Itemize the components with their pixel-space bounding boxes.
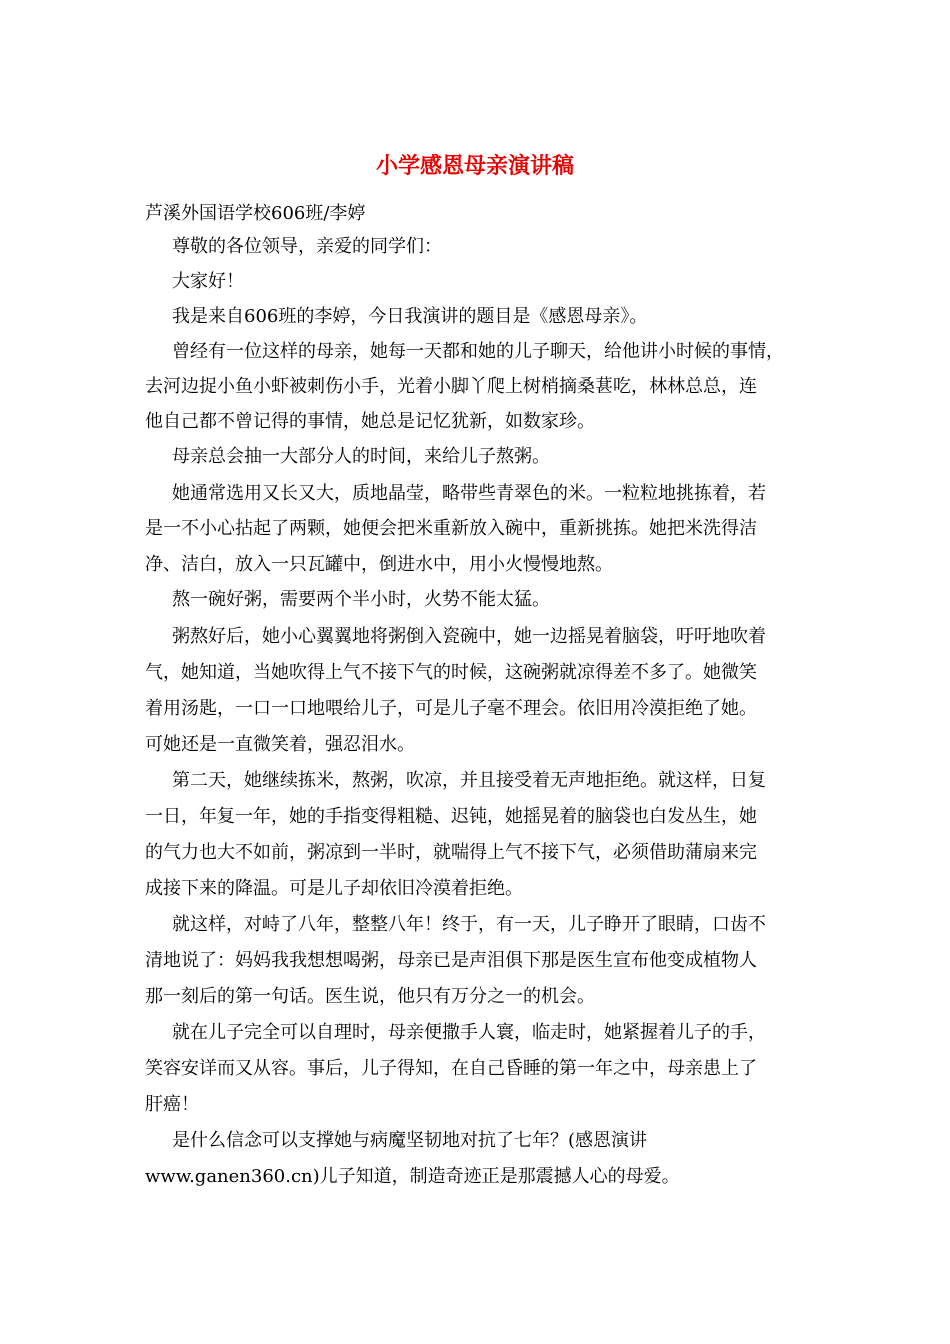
text-line: 粥熬好后，她小心翼翼地将粥倒入瓷碗中，她一边摇晃着脑袋，吁吁地吹着 bbox=[172, 626, 766, 647]
text-line: 大家好！ bbox=[172, 271, 244, 292]
text-line: 肝癌！ bbox=[145, 1094, 199, 1115]
text-line: 是什么信念可以支撑她与病魔坚韧地对抗了七年？(感恩演讲 bbox=[172, 1130, 648, 1151]
text-line: 着用汤匙，一口一口地喂给儿子，可是儿子毫不理会。依旧用冷漠拒绝了她。 bbox=[145, 698, 757, 719]
text-line: 母亲总会抽一大部分人的时间，来给儿子熬粥。 bbox=[172, 446, 550, 467]
text-line: 气，她知道，当她吹得上气不接下气的时候，这碗粥就凉得差不多了。她微笑 bbox=[145, 662, 757, 683]
text-line: 熬一碗好粥，需要两个半小时，火势不能太猛。 bbox=[172, 589, 550, 610]
text-line: 那一刻后的第一句话。医生说，他只有万分之一的机会。 bbox=[145, 986, 595, 1007]
text-line: 是一不小心拈起了两颗，她便会把米重新放入碗中，重新挑拣。她把米洗得洁 bbox=[145, 518, 757, 539]
text-line: 一日，年复一年，她的手指变得粗糙、迟钝，她摇晃着的脑袋也白发丛生，她 bbox=[145, 806, 757, 827]
text-line: 成接下来的降温。可是儿子却依旧冷漠着拒绝。 bbox=[145, 878, 523, 899]
text-line: 尊敬的各位领导，亲爱的同学们： bbox=[172, 236, 442, 257]
text-line: 曾经有一位这样的母亲，她每一天都和她的儿子聊天，给他讲小时候的事情， bbox=[172, 341, 784, 362]
text-line: 可她还是一直微笑着，强忍泪水。 bbox=[145, 734, 415, 755]
text-line: 她通常选用又长又大，质地晶莹，略带些青翠色的米。一粒粒地挑拣着，若 bbox=[172, 483, 766, 504]
document-title: 小学感恩母亲演讲稿 bbox=[375, 153, 574, 179]
text-line: 就在儿子完全可以自理时，母亲便撒手人寰，临走时，她紧握着儿子的手， bbox=[172, 1022, 766, 1043]
text-line: 就这样，对峙了八年，整整八年！终于，有一天，儿子睁开了眼睛，口齿不 bbox=[172, 914, 766, 935]
text-line: 的气力也大不如前，粥凉到一半时，就喘得上气不接下气，必须借助蒲扇来完 bbox=[145, 842, 757, 863]
text-line: 去河边捉小鱼小虾被刺伤小手，光着小脚丫爬上树梢摘桑葚吃，林林总总，连 bbox=[145, 376, 757, 397]
text-line: www.ganen360.cn)儿子知道，制造奇迹正是那震撼人心的母爱。 bbox=[145, 1166, 680, 1187]
text-line: 他自己都不曾记得的事情，她总是记忆犹新，如数家珍。 bbox=[145, 411, 595, 432]
author-line: 芦溪外国语学校606班/李婷 bbox=[145, 203, 366, 224]
text-line: 第二天，她继续拣米，熬粥，吹凉，并且接受着无声地拒绝。就这样，日复 bbox=[172, 770, 766, 791]
text-line: 笑容安详而又从容。事后，儿子得知，在自己昏睡的第一年之中，母亲患上了 bbox=[145, 1058, 757, 1079]
text-line: 我是来自606班的李婷，今日我演讲的题目是《感恩母亲》。 bbox=[172, 306, 648, 327]
text-line: 清地说了：妈妈我我想想喝粥，母亲已是声泪俱下那是医生宣布他变成植物人 bbox=[145, 950, 757, 971]
text-line: 净、洁白，放入一只瓦罐中，倒进水中，用小火慢慢地熬。 bbox=[145, 554, 613, 575]
